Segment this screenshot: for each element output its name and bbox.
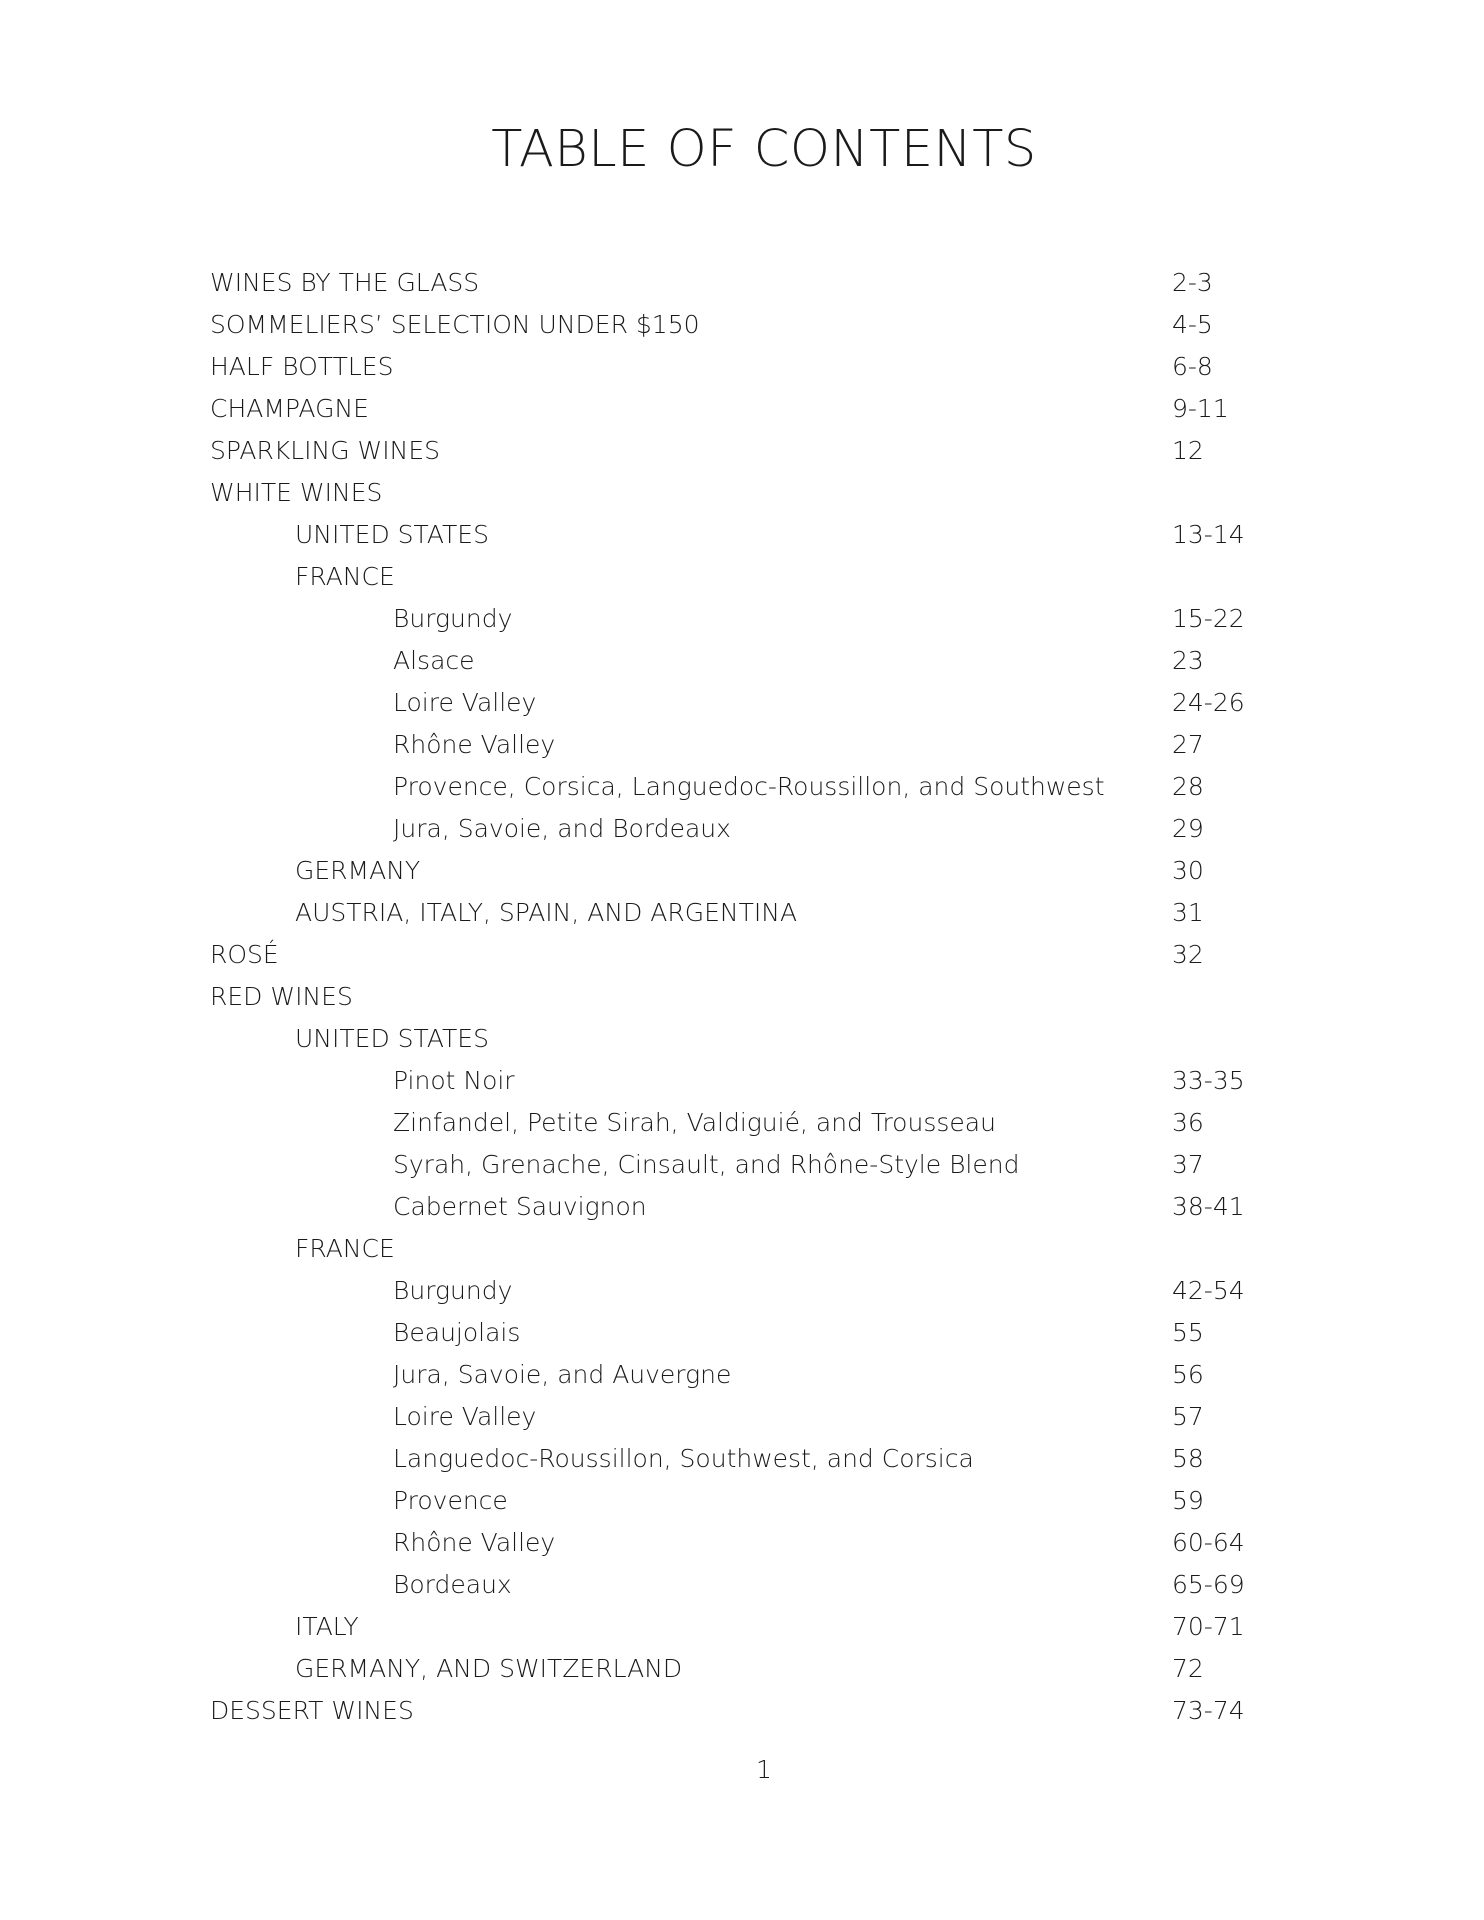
toc-entry bbox=[210, 640, 1310, 682]
toc-entry bbox=[210, 934, 1310, 976]
toc-entry-pages: 42-54 bbox=[1172, 1276, 1245, 1305]
toc-entry-pages: 70-71 bbox=[1172, 1612, 1245, 1641]
toc-entry bbox=[210, 1312, 1310, 1354]
toc-entry bbox=[210, 1648, 1310, 1690]
toc-entry-pages: 56 bbox=[1172, 1360, 1204, 1389]
toc-entry-pages: 32 bbox=[1172, 940, 1204, 969]
toc-entry-label: Rhône Valley bbox=[393, 1528, 556, 1557]
table-of-contents bbox=[210, 262, 1310, 1732]
toc-entry-pages: 9-11 bbox=[1172, 394, 1229, 423]
toc-entry-pages: 33-35 bbox=[1172, 1066, 1245, 1095]
toc-entry-pages: 31 bbox=[1172, 898, 1204, 927]
toc-entry-label: UNITED STATES bbox=[295, 1024, 489, 1053]
toc-entry bbox=[210, 892, 1310, 934]
toc-entry bbox=[210, 430, 1310, 472]
toc-entry bbox=[210, 1480, 1310, 1522]
toc-entry bbox=[210, 1186, 1310, 1228]
toc-entry-label: Burgundy bbox=[393, 604, 513, 633]
toc-entry-pages: 27 bbox=[1172, 730, 1204, 759]
toc-entry bbox=[210, 262, 1310, 304]
toc-entry-label: Languedoc-Roussillon, Southwest, and Corsica bbox=[393, 1444, 974, 1473]
toc-entry-label: Syrah, Grenache, Cinsault, and Rhône-Style Blend bbox=[393, 1150, 1020, 1179]
toc-entry-label: WINES BY THE GLASS bbox=[210, 268, 480, 297]
toc-entry bbox=[210, 976, 1310, 1018]
toc-entry bbox=[210, 682, 1310, 724]
toc-entry bbox=[210, 514, 1310, 556]
toc-entry bbox=[210, 556, 1310, 598]
toc-entry bbox=[210, 766, 1310, 808]
toc-entry-label: Burgundy bbox=[393, 1276, 513, 1305]
toc-entry-label: DESSERT WINES bbox=[210, 1696, 414, 1725]
toc-entry-label: Loire Valley bbox=[393, 688, 537, 717]
toc-entry-label: GERMANY, AND SWITZERLAND bbox=[295, 1654, 683, 1683]
toc-entry-label: Cabernet Sauvignon bbox=[393, 1192, 647, 1221]
toc-entry bbox=[210, 1060, 1310, 1102]
toc-entry-label: Provence, Corsica, Languedoc-Roussillon, and Southwest bbox=[393, 772, 1105, 801]
toc-entry-pages: 15-22 bbox=[1172, 604, 1245, 633]
toc-entry-pages: 55 bbox=[1172, 1318, 1204, 1347]
toc-entry bbox=[210, 1438, 1310, 1480]
toc-entry-label: Provence bbox=[393, 1486, 508, 1515]
toc-entry-pages: 72 bbox=[1172, 1654, 1204, 1683]
toc-entry bbox=[210, 1354, 1310, 1396]
toc-entry bbox=[210, 346, 1310, 388]
toc-entry-label: UNITED STATES bbox=[295, 520, 489, 549]
toc-entry bbox=[210, 1690, 1310, 1732]
toc-entry bbox=[210, 1606, 1310, 1648]
toc-entry bbox=[210, 1228, 1310, 1270]
toc-entry-label: Bordeaux bbox=[393, 1570, 512, 1599]
toc-entry bbox=[210, 1396, 1310, 1438]
toc-entry-pages: 30 bbox=[1172, 856, 1204, 885]
toc-entry-label: ROSÉ bbox=[210, 940, 279, 969]
toc-entry bbox=[210, 1102, 1310, 1144]
toc-entry-label: GERMANY bbox=[295, 856, 421, 885]
toc-entry-pages: 73-74 bbox=[1172, 1696, 1245, 1725]
toc-entry-label: Beaujolais bbox=[393, 1318, 521, 1347]
toc-entry-pages: 13-14 bbox=[1172, 520, 1245, 549]
toc-entry-pages: 12 bbox=[1172, 436, 1204, 465]
toc-entry-pages: 58 bbox=[1172, 1444, 1204, 1473]
toc-entry-label: AUSTRIA, ITALY, SPAIN, AND ARGENTINA bbox=[295, 898, 798, 927]
toc-entry bbox=[210, 1144, 1310, 1186]
toc-entry-label: Pinot Noir bbox=[393, 1066, 515, 1095]
page-number: 1 bbox=[756, 1755, 772, 1784]
toc-entry-pages: 36 bbox=[1172, 1108, 1204, 1137]
toc-entry bbox=[210, 598, 1310, 640]
toc-entry-label: CHAMPAGNE bbox=[210, 394, 369, 423]
toc-entry-label: FRANCE bbox=[295, 562, 395, 591]
toc-entry-label: Zinfandel, Petite Sirah, Valdiguié, and Trousseau bbox=[393, 1108, 996, 1137]
toc-entry bbox=[210, 304, 1310, 346]
toc-entry-pages: 4-5 bbox=[1172, 310, 1213, 339]
toc-entry bbox=[210, 808, 1310, 850]
toc-entry bbox=[210, 1522, 1310, 1564]
toc-entry bbox=[210, 1018, 1310, 1060]
toc-entry-label: ITALY bbox=[295, 1612, 359, 1641]
toc-entry-label: SOMMELIERS’ SELECTION UNDER $150 bbox=[210, 310, 700, 339]
toc-entry-label: Jura, Savoie, and Bordeaux bbox=[393, 814, 731, 843]
toc-entry bbox=[210, 388, 1310, 430]
toc-entry-label: Jura, Savoie, and Auvergne bbox=[393, 1360, 732, 1389]
toc-entry-pages: 29 bbox=[1172, 814, 1204, 843]
toc-entry-label: SPARKLING WINES bbox=[210, 436, 440, 465]
toc-entry-label: FRANCE bbox=[295, 1234, 395, 1263]
toc-entry-pages: 2-3 bbox=[1172, 268, 1213, 297]
toc-entry-label: WHITE WINES bbox=[210, 478, 383, 507]
toc-entry-label: HALF BOTTLES bbox=[210, 352, 394, 381]
toc-entry bbox=[210, 1564, 1310, 1606]
toc-entry-label: Loire Valley bbox=[393, 1402, 537, 1431]
toc-entry-pages: 60-64 bbox=[1172, 1528, 1245, 1557]
toc-entry bbox=[210, 850, 1310, 892]
toc-entry bbox=[210, 724, 1310, 766]
toc-entry-label: Rhône Valley bbox=[393, 730, 556, 759]
toc-entry-pages: 6-8 bbox=[1172, 352, 1213, 381]
toc-entry-pages: 23 bbox=[1172, 646, 1204, 675]
toc-entry-pages: 24-26 bbox=[1172, 688, 1245, 717]
toc-entry-pages: 65-69 bbox=[1172, 1570, 1245, 1599]
toc-entry-pages: 59 bbox=[1172, 1486, 1204, 1515]
toc-entry-label: Alsace bbox=[393, 646, 475, 675]
toc-entry-pages: 37 bbox=[1172, 1150, 1204, 1179]
toc-entry-label: RED WINES bbox=[210, 982, 353, 1011]
page-title: TABLE OF CONTENTS bbox=[491, 120, 1037, 179]
toc-entry-pages: 38-41 bbox=[1172, 1192, 1245, 1221]
toc-entry bbox=[210, 1270, 1310, 1312]
toc-entry bbox=[210, 472, 1310, 514]
toc-entry-pages: 57 bbox=[1172, 1402, 1204, 1431]
toc-entry-pages: 28 bbox=[1172, 772, 1204, 801]
